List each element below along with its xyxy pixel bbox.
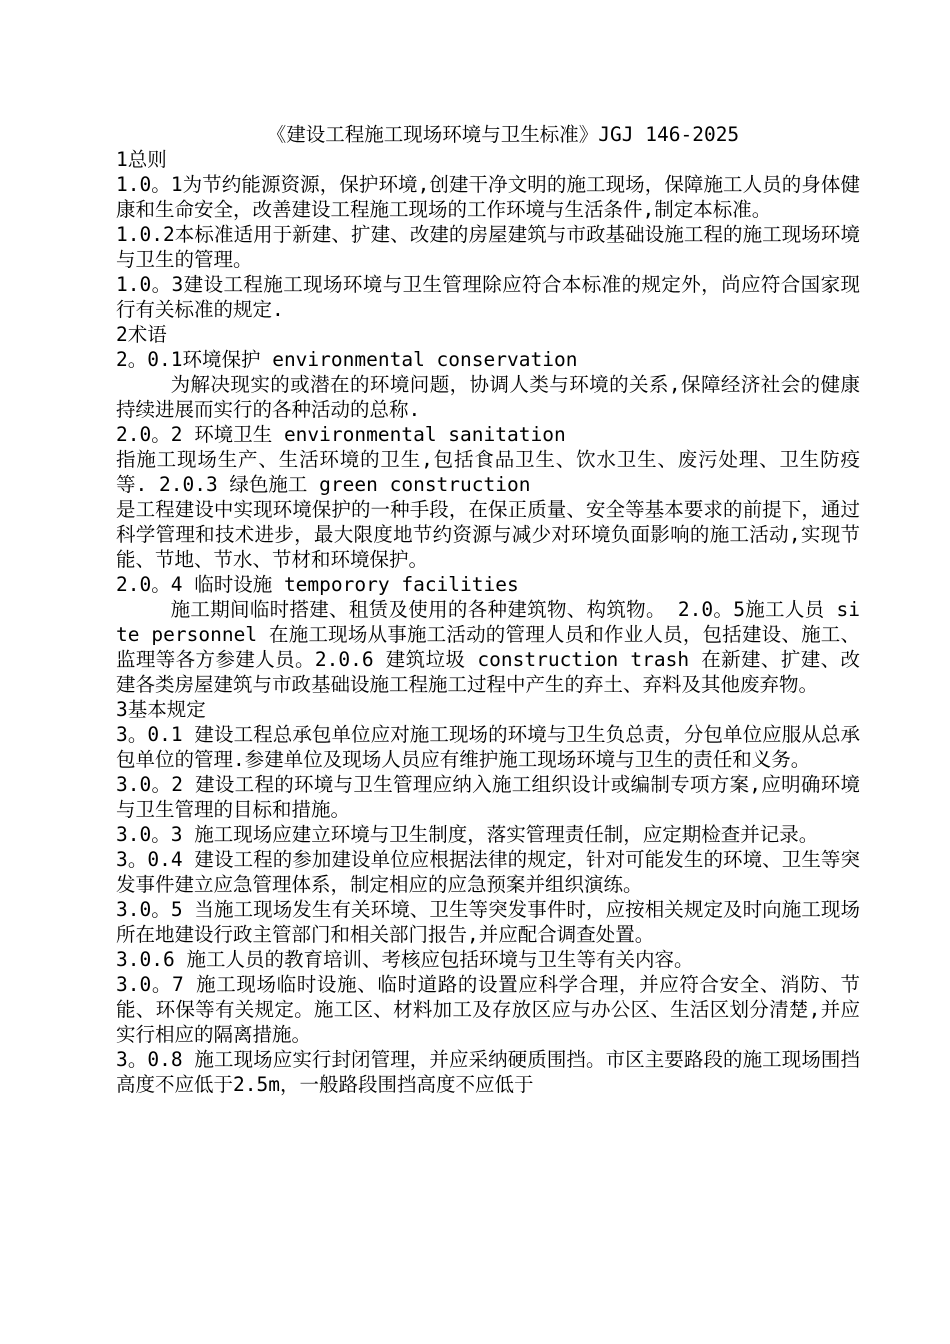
- paragraph: 是工程建设中实现环境保护的一种手段，在保正质量、安全等基本要求的前提下，通过科学管理和技术进步，最大限度地节约资源与减少对环境负面影响的施工活动,实现节能、节地、节水、节材和环境保护。: [116, 498, 860, 571]
- paragraph: 3.0。3 施工现场应建立环境与卫生制度，落实管理责任制，应定期检查并记录。: [116, 823, 819, 846]
- paragraph: 3。0.8 施工现场应实行封闭管理，并应采纳硬质围挡。市区主要路段的施工现场围挡高度不应低于2.5m，一般路段围挡高度不应低于: [116, 1048, 860, 1096]
- document-page: [116, 122, 860, 1097]
- paragraph: 指施工现场生产、生活环境的卫生,包括食品卫生、饮水卫生、废污处理、卫生防疫等. 2.0.3 绿色施工 green construction: [116, 448, 860, 496]
- paragraph: 1.0.2本标准适用于新建、扩建、改建的房屋建筑与市政基础设施工程的施工现场环境与卫生的管理。: [116, 223, 860, 271]
- paragraph: 3.0。2 建设工程的环境与卫生管理应纳入施工组织设计或编制专项方案,应明确环境与卫生管理的目标和措施。: [116, 773, 860, 821]
- paragraph: 1.0。1为节约能源资源，保护环境,创建干净文明的施工现场，保障施工人员的身体健康和生命安全，改善建设工程施工现场的工作环境与生活条件,制定本标准。: [116, 173, 860, 221]
- paragraph: 2。0.1环境保护 environmental conservation: [116, 348, 578, 371]
- section-heading: 3基本规定: [116, 698, 206, 721]
- paragraph: 2.0。4 临时设施 temporory facilities: [116, 573, 519, 596]
- paragraph: 3.0。5 当施工现场发生有关环境、卫生等突发事件时，应按相关规定及时向施工现场所在地建设行政主管部门和相关部门报告,并应配合调查处置。: [116, 898, 860, 946]
- paragraph: 3。0.4 建设工程的参加建设单位应根据法律的规定，针对可能发生的环境、卫生等突发事件建立应急管理体系，制定相应的应急预案并组织演练。: [116, 848, 860, 896]
- section-heading: 1总则: [116, 148, 167, 171]
- section-heading: 2术语: [116, 323, 167, 346]
- document-title: 《建设工程施工现场环境与卫生标准》JGJ 146-2025: [266, 123, 740, 146]
- paragraph: 1.0。3建设工程施工现场环境与卫生管理除应符合本标准的规定外，尚应符合国家现行有关标准的规定.: [116, 273, 860, 321]
- paragraph: 施工期间临时搭建、租赁及使用的各种建筑物、构筑物。 2.0。5施工人员 site personnel 在施工现场从事施工活动的管理人员和作业人员，包括建设、施工、监理等各方参建人员。2.0.6 建筑垃圾 construction trash 在新建、扩建、改建各类房屋建筑与市政基础设施工程施工过程中产生的弃土、弃料及其他废弃物。: [116, 598, 860, 696]
- paragraph: 为解决现实的或潜在的环境问题，协调人类与环境的关系,保障经济社会的健康持续进展而实行的各种活动的总称.: [116, 373, 860, 421]
- paragraph: 3。0.1 建设工程总承包单位应对施工现场的环境与卫生负总责，分包单位应服从总承包单位的管理.参建单位及现场人员应有维护施工现场环境与卫生的责任和义务。: [116, 723, 860, 771]
- paragraph: 3.0。7 施工现场临时设施、临时道路的设置应科学合理，并应符合安全、消防、节能、环保等有关规定。施工区、材料加工及存放区应与办公区、生活区划分清楚,并应实行相应的隔离措施。: [116, 973, 860, 1046]
- paragraph: 2.0。2 环境卫生 environmental sanitation: [116, 423, 566, 446]
- paragraph: 3.0.6 施工人员的教育培训、考核应包括环境与卫生等有关内容。: [116, 948, 694, 971]
